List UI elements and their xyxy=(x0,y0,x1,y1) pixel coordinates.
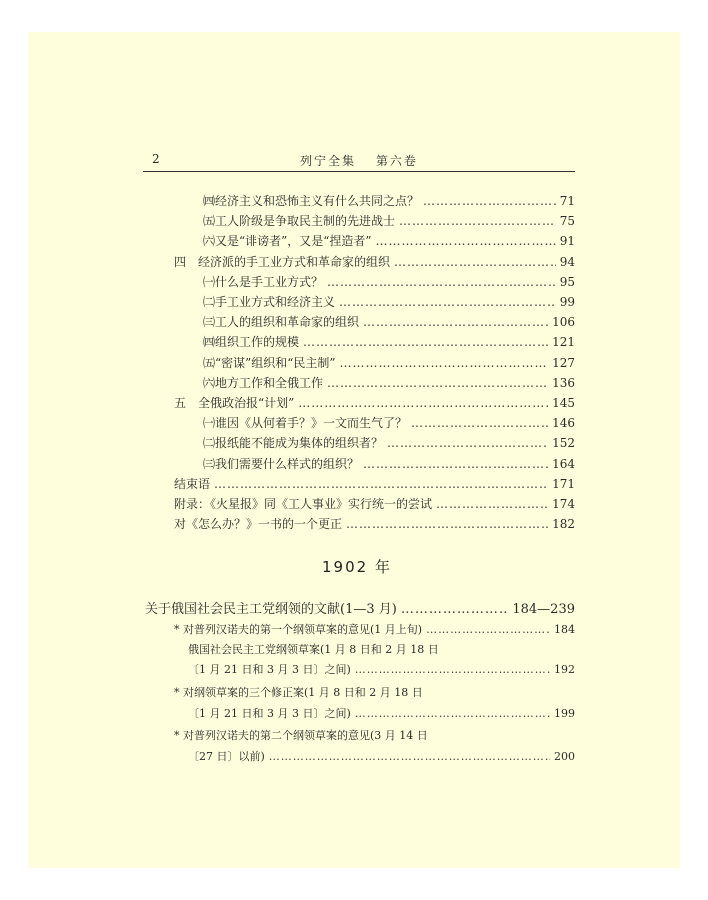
leader-dots xyxy=(426,623,550,636)
toc-entry xyxy=(203,212,575,229)
toc-entry-label: ㈣组织工作的规模 xyxy=(203,335,300,350)
toc-entry-page: 164 xyxy=(552,456,575,471)
toc-entry-label: 〔27 日〕以前) xyxy=(188,750,265,763)
leader-dots xyxy=(387,436,548,450)
page-number: 2 xyxy=(152,152,160,166)
leader-dots xyxy=(363,457,548,471)
toc-entry xyxy=(203,434,575,451)
leader-dots xyxy=(355,707,550,720)
leader-dots xyxy=(423,194,556,208)
section-entry xyxy=(145,598,575,617)
toc-entry-page: 192 xyxy=(554,663,575,676)
year-heading: 1902 年 xyxy=(322,558,392,576)
toc-entry-label-line1: * 对普列汉诺夫的第二个纲领草案的意见(3 月 14 日 xyxy=(174,729,428,742)
toc-entry-label: 对《怎么办？》一书的一个更正 xyxy=(174,517,343,532)
header-rule xyxy=(143,171,575,172)
toc-entry-label: 附录：《火星报》同《工人事业》实行统一的尝试 xyxy=(174,497,433,511)
toc-entry-page: 199 xyxy=(554,707,575,720)
toc-entry-page: 121 xyxy=(552,335,575,350)
toc-entry-label: ㈠什么是手工业方式？ xyxy=(203,274,324,289)
toc-entry-page: 182 xyxy=(552,517,575,532)
leader-dots xyxy=(327,376,548,390)
toc-entry-page: 171 xyxy=(552,476,575,491)
toc-entry-page: 99 xyxy=(559,295,575,309)
toc-entry xyxy=(188,661,575,677)
section-title: 关于俄国社会民主工党纲领的文献(1—3 月) xyxy=(145,602,397,617)
toc-entry-page: 95 xyxy=(559,274,575,289)
leader-dots xyxy=(269,750,550,763)
toc-entry-label: ㈥地方工作和全俄工作 xyxy=(203,375,324,390)
toc-entry-label: ㈤“密谋”组织和“民主制” xyxy=(203,355,336,370)
toc-entry-label-line1: * 对纲领草案的三个修正案(1 月 8 日和 2 月 18 日 xyxy=(174,686,423,699)
toc-entry-label: 〔1 月 21 日和 3 月 3 日〕之间) xyxy=(188,707,351,720)
leader-dots xyxy=(436,497,548,511)
toc-entry-label: ㈡手工业方式和经济主义 xyxy=(203,295,336,309)
leader-dots xyxy=(355,663,550,676)
toc-entry-label: ㈥又是“诽谤者”，又是“捏造者” xyxy=(203,234,372,249)
leader-dots xyxy=(340,356,549,370)
toc-entry-page: 75 xyxy=(559,214,575,229)
toc-entry xyxy=(188,705,575,721)
leader-dots xyxy=(214,477,548,491)
toc-entry-label: ㈠谁因《从何着手？》一文而生气了？ xyxy=(203,416,408,431)
toc-entry-page: 200 xyxy=(554,750,575,763)
toc-entry-page: 174 xyxy=(552,497,575,511)
toc-entry xyxy=(203,313,575,330)
toc-entry-label: ㈤工人阶级是争取民主制的先进战士 xyxy=(203,214,396,229)
toc-entry xyxy=(203,333,575,350)
toc-entry xyxy=(174,621,575,637)
toc-entry-label: ㈡报纸能不能成为集体的组织者？ xyxy=(203,436,384,451)
toc-entry-label: * 对普列汉诺夫的第一个纲领草案的意见(1 月上旬) xyxy=(174,623,423,636)
toc-entry xyxy=(174,394,575,411)
toc-entry-label: ㈣经济主义和恐怖主义有什么共同之点？ xyxy=(203,194,420,208)
toc-entry-page: 106 xyxy=(552,315,575,330)
toc-entry xyxy=(174,495,575,512)
toc-entry-page: 152 xyxy=(552,436,575,451)
toc-entry-page: 136 xyxy=(552,375,575,390)
toc-entry xyxy=(203,293,575,310)
toc-entry xyxy=(174,515,575,532)
leader-dots xyxy=(394,255,556,269)
toc-entry xyxy=(203,354,575,371)
toc-entry-label: 四 经济派的手工业方式和革命家的组织 xyxy=(174,254,391,269)
toc-entry xyxy=(174,253,575,270)
leader-dots xyxy=(399,214,556,228)
toc-entry xyxy=(203,414,575,431)
toc-entry-page: 71 xyxy=(559,194,575,208)
toc-entry-label: ㈢工人的组织和革命家的组织 xyxy=(203,315,360,330)
toc-entry-page: 184 xyxy=(554,623,575,636)
toc-entry xyxy=(203,192,575,209)
leader-dots xyxy=(339,295,556,309)
leader-dots xyxy=(401,602,509,617)
toc-entry xyxy=(203,232,575,249)
toc-entry-label: ㈢我们需要什么样式的组织？ xyxy=(203,456,360,471)
toc-entry xyxy=(174,475,575,492)
toc-entry-page: 94 xyxy=(559,254,575,269)
toc-entry-label: 〔1 月 21 日和 3 月 3 日〕之间) xyxy=(188,663,351,676)
running-title: 列宁全集 第六卷 xyxy=(300,154,418,168)
toc-entry xyxy=(203,273,575,290)
toc-entry xyxy=(203,374,575,391)
toc-entry-page: 145 xyxy=(552,396,575,410)
leader-dots xyxy=(411,416,548,430)
toc-entry-page: 146 xyxy=(552,416,575,431)
leader-dots xyxy=(346,517,548,531)
leader-dots xyxy=(298,396,548,410)
leader-dots xyxy=(327,275,556,289)
section-pages: 184—239 xyxy=(512,602,575,617)
toc-entry-page: 127 xyxy=(552,355,575,370)
toc-entry-label-line1: 俄国社会民主工党纲领草案(1 月 8 日和 2 月 18 日 xyxy=(188,643,439,656)
leader-dots xyxy=(376,234,556,248)
leader-dots xyxy=(363,315,548,329)
toc-entry-label: 结束语 xyxy=(174,476,211,491)
toc-entry xyxy=(203,455,575,472)
toc-entry xyxy=(188,748,575,764)
toc-entry-page: 91 xyxy=(559,234,575,249)
leader-dots xyxy=(303,335,548,349)
toc-entry-label: 五 全俄政治报“计划” xyxy=(174,396,295,410)
